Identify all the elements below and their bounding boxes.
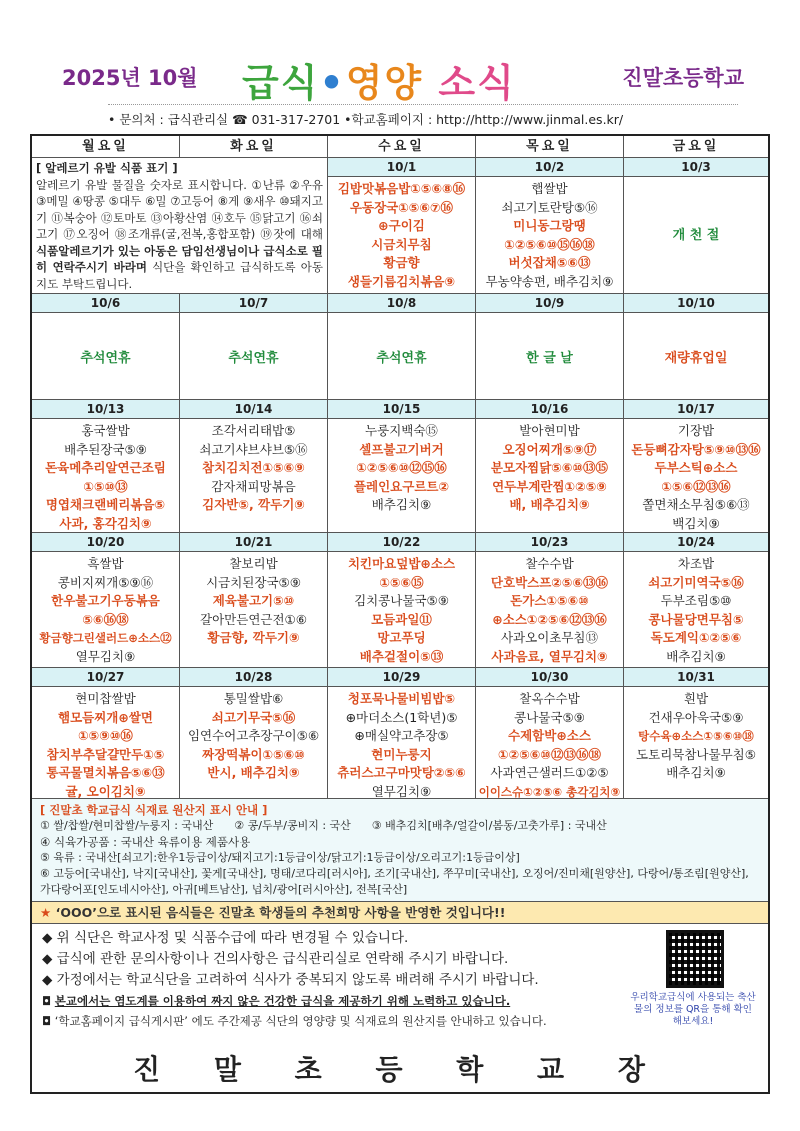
menu-item: 햄모듬찌개⊕쌀면 bbox=[58, 709, 153, 725]
date-label: 10/22 bbox=[328, 533, 476, 552]
weekday-label: 화요일 bbox=[180, 136, 328, 158]
date-label: 10/16 bbox=[476, 400, 624, 419]
menu-item: 미니동그랑땡 bbox=[513, 218, 586, 233]
origin-title: [ 진말초 학교급식 식재료 원산지 표시 안내 ] bbox=[40, 803, 268, 817]
menu-item: 제육불고기⑤⑩ bbox=[212, 593, 295, 608]
menu-item: 이이스슈①②⑤⑥ 총각김치⑨ bbox=[478, 784, 621, 799]
homepage-note: ‘학교홈페이지 급식게시판’ 에도 주간제공 식단의 영양량 및 식재료의 원산지를 안내하고 있습니다. bbox=[54, 1014, 547, 1028]
menu-item: 배, 배추김치⑨ bbox=[509, 497, 590, 512]
holiday-label: 한 글 날 bbox=[476, 313, 624, 400]
day-menu bbox=[328, 177, 476, 294]
menu-item: 통곡물멸치볶음⑤⑥⑬ bbox=[46, 765, 165, 780]
menu-item: 흑쌀밥 bbox=[87, 556, 124, 571]
menu-item: 조각서리태밥⑤ bbox=[211, 423, 296, 438]
day-menu bbox=[32, 687, 180, 799]
menu-item: 콩비지찌개⑤⑨⑯ bbox=[57, 574, 154, 590]
date-label: 10/27 bbox=[32, 668, 180, 687]
day-menu bbox=[624, 419, 768, 533]
menu-item: 콩나물당면무침⑤ bbox=[648, 611, 744, 627]
day-menu bbox=[180, 419, 328, 533]
menu-item: 찰옥수수밥 bbox=[519, 691, 580, 706]
menu-item: 귤, 오이김치⑨ bbox=[65, 783, 146, 799]
note-line: ◆ 위 식단은 학교사정 및 식품수급에 따라 변경될 수 있습니다. bbox=[42, 930, 409, 946]
day-menu bbox=[328, 687, 476, 799]
date-label: 10/7 bbox=[180, 294, 328, 313]
day-menu bbox=[476, 177, 624, 294]
principal-signature: 진 말 초 등 학 교 장 bbox=[133, 1053, 667, 1086]
recommendation-note bbox=[32, 902, 768, 924]
origin-notice bbox=[32, 799, 768, 902]
date-label: 10/9 bbox=[476, 294, 624, 313]
menu-item: 분모자찜닭⑤⑥⑩⑬⑮ bbox=[490, 460, 609, 475]
allergy-body: 알레르기 유발 물질을 숫자로 표시합니다. ①난류 ②우유 ③메밀 ④땅콩 ⑤대두 ⑥밀 ⑦고등어 ⑧게 ⑨새우 ⑩돼지고기 ⑪복숭아 ⑫토마토 ⑬아황산염 ⑭호두 ⑮닭고기 ⑯쇠고기 ⑰오징어 ⑱조개류(굴,전복,홍합포함) ⑲잣에 대해 bbox=[36, 177, 323, 241]
menu-item: 배추김치⑨ bbox=[371, 497, 432, 512]
menu-item: 콩나물국⑤⑨ bbox=[514, 709, 585, 725]
day-menu bbox=[328, 552, 476, 668]
date-row bbox=[32, 533, 768, 552]
menu-item: 반시, 배추김치⑨ bbox=[207, 765, 300, 780]
weekday-label: 수요일 bbox=[328, 136, 476, 158]
note-line: ◆ 급식에 관한 문의사항이나 건의사항은 급식관리실로 연락해 주시기 바랍니다. bbox=[42, 951, 509, 967]
menu-item: ⊕마더소스(1학년)⑤ bbox=[345, 709, 458, 725]
menu-item: 사과음료, 열무김치⑨ bbox=[491, 648, 608, 664]
holiday-label: 추석연휴 bbox=[180, 313, 328, 400]
issue-date: 2025년 10월 bbox=[62, 66, 198, 90]
menu-item: 쇠고기토란탕⑤⑯ bbox=[501, 199, 598, 215]
day-menu bbox=[328, 419, 476, 533]
date-row bbox=[32, 294, 768, 313]
menu-item: 모듬과일⑪ bbox=[371, 611, 432, 627]
menu-item: 쫄면채소무침⑤⑥⑬ bbox=[642, 497, 750, 512]
menu-item: 배추김치⑨ bbox=[666, 765, 726, 780]
note-line: ◘ 본교에서는 염도계를 이용하여 짜지 않은 건강한 급식을 제공하기 위해 노력하고 있습니다. bbox=[42, 994, 511, 1008]
holiday-label: 개 천 절 bbox=[624, 177, 768, 294]
menu-item: 수제함박⊕소스 bbox=[508, 728, 591, 743]
menu-item: 홍국쌀밥 bbox=[81, 423, 130, 438]
date-row bbox=[32, 400, 768, 419]
menu-item: 배추겉절이⑤⑬ bbox=[359, 648, 444, 664]
menu-item: 햅쌀밥 bbox=[531, 181, 568, 196]
menu-item: ⑤⑥⑯⑱ bbox=[82, 611, 129, 627]
menu-item: 연두부계란찜①②⑤⑨ bbox=[492, 478, 607, 494]
date-label: 10/17 bbox=[624, 400, 768, 419]
week-row bbox=[32, 313, 768, 400]
date-label: 10/3 bbox=[624, 158, 768, 177]
divider bbox=[108, 104, 738, 105]
contact-info: • 문의처 : 급식관리실 ☎ 031-317-2701 •학교홈페이지 : http://http://www.jinmal.es.kr/ bbox=[108, 112, 624, 127]
title-part: 급식 bbox=[242, 61, 320, 105]
menu-item: 망고푸딩 bbox=[377, 630, 426, 645]
menu-item: 참치부추달걀만두①⑤ bbox=[46, 746, 165, 762]
menu-item: 독도계익①②⑤⑥ bbox=[650, 630, 742, 645]
notes-section bbox=[32, 924, 768, 1052]
signature-area bbox=[32, 1052, 768, 1092]
day-menu bbox=[180, 687, 328, 799]
date-label: 10/28 bbox=[180, 668, 328, 687]
school-name: 진말초등학교 bbox=[622, 66, 744, 90]
title-part: 영양 bbox=[345, 61, 424, 105]
date-label: 10/23 bbox=[476, 533, 624, 552]
menu-item: 츄러스고구마맛탕②⑤⑥ bbox=[337, 765, 466, 780]
date-label: 10/8 bbox=[328, 294, 476, 313]
menu-item: 황금향, 깍두기⑨ bbox=[207, 630, 300, 645]
date-label: 10/2 bbox=[476, 158, 624, 177]
menu-item: 우동장국①⑤⑥⑦⑯ bbox=[349, 199, 454, 215]
title-part: 소식 bbox=[438, 61, 516, 105]
menu-item: 차조밥 bbox=[677, 556, 715, 571]
origin-line: ① 쌀/찹쌀/현미찹쌀/누룽지 : 국내산 ② 콩/두부/콩비지 : 국산 ③ 배추김치[배추/얼갈이/봄동/고춧가루] : 국내산 bbox=[40, 819, 607, 832]
menu-item: ①②⑤⑥⑩⑫⑬⑯⑱ bbox=[498, 746, 601, 762]
menu-item: 흰밥 bbox=[683, 691, 709, 706]
date-label: 10/31 bbox=[624, 668, 768, 687]
menu-item: 갈아만든연근전①⑥ bbox=[200, 611, 307, 627]
menu-item: ⊕매실약고추장⑤ bbox=[354, 728, 449, 743]
week-row bbox=[32, 419, 768, 533]
menu-item: 쇠고기무국⑤⑯ bbox=[211, 709, 296, 725]
menu-item: 무농약송편, 배추김치⑨ bbox=[485, 273, 614, 289]
menu-item: 현미누룽지 bbox=[371, 746, 432, 762]
menu-item: 김자반⑤, 깍두기⑨ bbox=[202, 497, 305, 512]
holiday-label: 추석연휴 bbox=[328, 313, 476, 400]
note-line: ◆ 가정에서는 학교식단을 고려하여 식사가 중복되지 않도록 배려해 주시기 바랍니다. bbox=[42, 972, 539, 988]
recommendation-text: ‘OOO’으로 표시된 음식들은 진말초 학생들의 추천희망 사항을 반영한 것입니다!! bbox=[51, 905, 506, 920]
menu-item: 찰수수밥 bbox=[525, 556, 574, 571]
date-row bbox=[32, 668, 768, 687]
menu-item: 발아현미밥 bbox=[519, 423, 580, 438]
menu-item: 황금향그린샐러드⊕소스⑫ bbox=[39, 631, 172, 645]
menu-item: 김밥맛볶음밥①⑤⑥⑧⑯ bbox=[337, 181, 466, 196]
menu-item: 돈가스①⑤⑥⑩ bbox=[510, 593, 589, 608]
week-row bbox=[32, 158, 768, 294]
menu-item: ①⑤⑥⑫⑬⑯ bbox=[661, 478, 731, 494]
day-menu bbox=[476, 687, 624, 799]
date-label: 10/15 bbox=[328, 400, 476, 419]
date-label: 10/10 bbox=[624, 294, 768, 313]
date-label: 10/1 bbox=[328, 158, 476, 177]
menu-item: 한우불고기우동볶음 bbox=[51, 593, 160, 608]
menu-item: 생들기름김치볶음⑨ bbox=[347, 273, 456, 289]
menu-item: 사과연근샐러드①②⑤ bbox=[490, 765, 609, 780]
date-label: 10/6 bbox=[32, 294, 180, 313]
menu-item: ①②⑤⑥⑩⑮⑯⑱ bbox=[504, 236, 595, 252]
menu-item: 찰보리밥 bbox=[229, 556, 278, 571]
menu-item: 배추김치⑨ bbox=[666, 648, 726, 664]
menu-item: 참치김치전①⑤⑥⑨ bbox=[202, 460, 305, 475]
day-menu bbox=[32, 552, 180, 668]
allergy-emphasis: 식품알레르기가 있는 아동은 담임선생님이나 급식소로 필히 연락주시기 바라며 bbox=[36, 243, 323, 274]
menu-item: 돈등뼈감자탕⑤⑨⑩⑬⑯ bbox=[631, 441, 761, 457]
menu-item: ①②⑤⑥⑩⑫⑮⑯ bbox=[356, 460, 447, 475]
menu-item: 사과, 홍각김치⑨ bbox=[59, 515, 152, 531]
qr-code-icon[interactable] bbox=[666, 930, 724, 988]
menu-item: 시금치무침 bbox=[371, 236, 432, 252]
menu-item: ①⑤⑥⑮ bbox=[379, 574, 424, 590]
date-label: 10/30 bbox=[476, 668, 624, 687]
date-label: 10/13 bbox=[32, 400, 180, 419]
menu-item: 누룽지백숙⑮ bbox=[365, 423, 438, 438]
date-label: 10/21 bbox=[180, 533, 328, 552]
date-label: 10/24 bbox=[624, 533, 768, 552]
menu-item: 기장밥 bbox=[677, 423, 715, 438]
day-menu bbox=[32, 419, 180, 533]
date-label: 10/29 bbox=[328, 668, 476, 687]
menu-item: 치킨마요덮밥⊕소스 bbox=[347, 556, 456, 571]
menu-item: 감자채피망볶음 bbox=[211, 478, 296, 494]
menu-item: 현미찹쌀밥 bbox=[75, 691, 136, 706]
origin-line: ⑥ 고등어[국내산], 낙지[국내산], 꽃게[국내산], 명태/코다리[러시아], 조기[국내산], 쭈꾸미[국내산], 오징어/진미채[원양산], 다랑어/통조림[원양산], 가다랑어포[인도네시아산], 아귀[베트남산], 넙치/광어[러시아산], 전복[국산] bbox=[40, 867, 749, 896]
weekday-header-row bbox=[32, 136, 768, 158]
menu-item: 도토리묵참나물무침⑤ bbox=[636, 746, 756, 762]
menu-item: 두부스틱⊕소스 bbox=[654, 460, 738, 475]
week-row bbox=[32, 552, 768, 668]
holiday-label: 추석연휴 bbox=[32, 313, 180, 400]
menu-item: 단호박스프②⑤⑥⑬⑯ bbox=[490, 574, 609, 590]
note-line: ◘ ‘학교홈페이지 급식게시판’ 에도 주간제공 식단의 영양량 및 식재료의 원산지를 안내하고 있습니다. bbox=[42, 1014, 547, 1028]
date-label: 10/20 bbox=[32, 533, 180, 552]
weekday-label: 목요일 bbox=[476, 136, 624, 158]
menu-item: ①⑤⑩⑬ bbox=[83, 478, 128, 494]
day-menu bbox=[476, 552, 624, 668]
day-menu bbox=[624, 552, 768, 668]
allergy-tail: 식단을 확인하고 급식하도록 아동지도 부탁드립니다. bbox=[36, 260, 323, 291]
day-menu bbox=[476, 419, 624, 533]
menu-item: 열무김치⑨ bbox=[75, 648, 136, 664]
menu-item: 돈육메추리알연근조림 bbox=[45, 460, 166, 475]
qr-caption: 우리학교급식에 사용되는 축산물의 정보를 QR을 통해 확인해보세요! bbox=[630, 992, 756, 1027]
menu-item: 황금향 bbox=[383, 255, 420, 270]
menu-item: 짜장떡볶이①⑤⑥⑩ bbox=[202, 746, 305, 762]
origin-line: ⑤ 육류 : 국내산[쇠고기:한우1등급이상/돼지고기:1등급이상/닭고기:1등급이상/오리고기:1등급이상] bbox=[40, 851, 520, 864]
weekday-label: 금요일 bbox=[624, 136, 768, 158]
menu-item: 시금치된장국⑤⑨ bbox=[206, 574, 301, 590]
menu-item: ⊕소스①②⑤⑥⑫⑬⑯ bbox=[492, 611, 607, 627]
menu-item: 청포묵나물비빔밥⑤ bbox=[347, 691, 456, 706]
menu-item: 김치콩나물국⑤⑨ bbox=[354, 593, 449, 608]
allergy-title: [ 알레르기 유발 식품 표기 ] bbox=[36, 161, 178, 175]
menu-item: 쇠고기샤브샤브⑤⑯ bbox=[199, 441, 308, 457]
allergy-notice bbox=[32, 158, 328, 294]
holiday-label: 재량휴업일 bbox=[624, 313, 768, 400]
weekday-label: 월요일 bbox=[32, 136, 180, 158]
menu-item: 탕수육⊕소스①⑤⑥⑩⑱ bbox=[638, 729, 754, 743]
newsletter-header bbox=[30, 48, 770, 104]
menu-item: 백김치⑨ bbox=[672, 515, 720, 531]
day-menu bbox=[180, 552, 328, 668]
menu-item: 명엽채크랜베리볶음⑤ bbox=[45, 497, 166, 512]
menu-item: 열무김치⑨ bbox=[371, 783, 432, 799]
menu-item: 버섯잡채⑤⑥⑬ bbox=[508, 255, 591, 270]
menu-item: 두부조림⑤⑩ bbox=[660, 593, 732, 608]
menu-item: 배추된장국⑤⑨ bbox=[64, 441, 147, 457]
menu-item: 임연수어고추장구이⑤⑥ bbox=[187, 728, 320, 743]
origin-line: ④ 식육가공품 : 국내산 육류이용 제품사용 bbox=[40, 835, 251, 849]
menu-item: ⊕구이김 bbox=[378, 218, 425, 233]
newsletter-title bbox=[242, 52, 516, 107]
menu-item: 셀프불고기버거 bbox=[359, 441, 444, 457]
day-menu bbox=[624, 687, 768, 799]
salinity-note: 본교에서는 염도계를 이용하여 짜지 않은 건강한 급식을 제공하기 위해 노력하고 있습니다. bbox=[54, 994, 511, 1008]
menu-item: ①⑤⑨⑩⑯ bbox=[78, 728, 133, 743]
menu-calendar bbox=[30, 134, 770, 1094]
menu-item: 쇠고기미역국⑤⑯ bbox=[648, 574, 744, 590]
menu-item: 사과오이초무침⑬ bbox=[500, 630, 599, 645]
menu-item: 건새우아욱국⑤⑨ bbox=[648, 709, 744, 725]
date-label: 10/14 bbox=[180, 400, 328, 419]
menu-item: 플레인요구르트② bbox=[353, 478, 450, 494]
title-part: • bbox=[319, 61, 346, 105]
week-row bbox=[32, 687, 768, 799]
menu-item: 오징어찌개⑤⑨⑰ bbox=[502, 441, 597, 457]
menu-item: 통밀쌀밥⑥ bbox=[223, 691, 284, 706]
star-icon: ★ bbox=[40, 905, 52, 920]
